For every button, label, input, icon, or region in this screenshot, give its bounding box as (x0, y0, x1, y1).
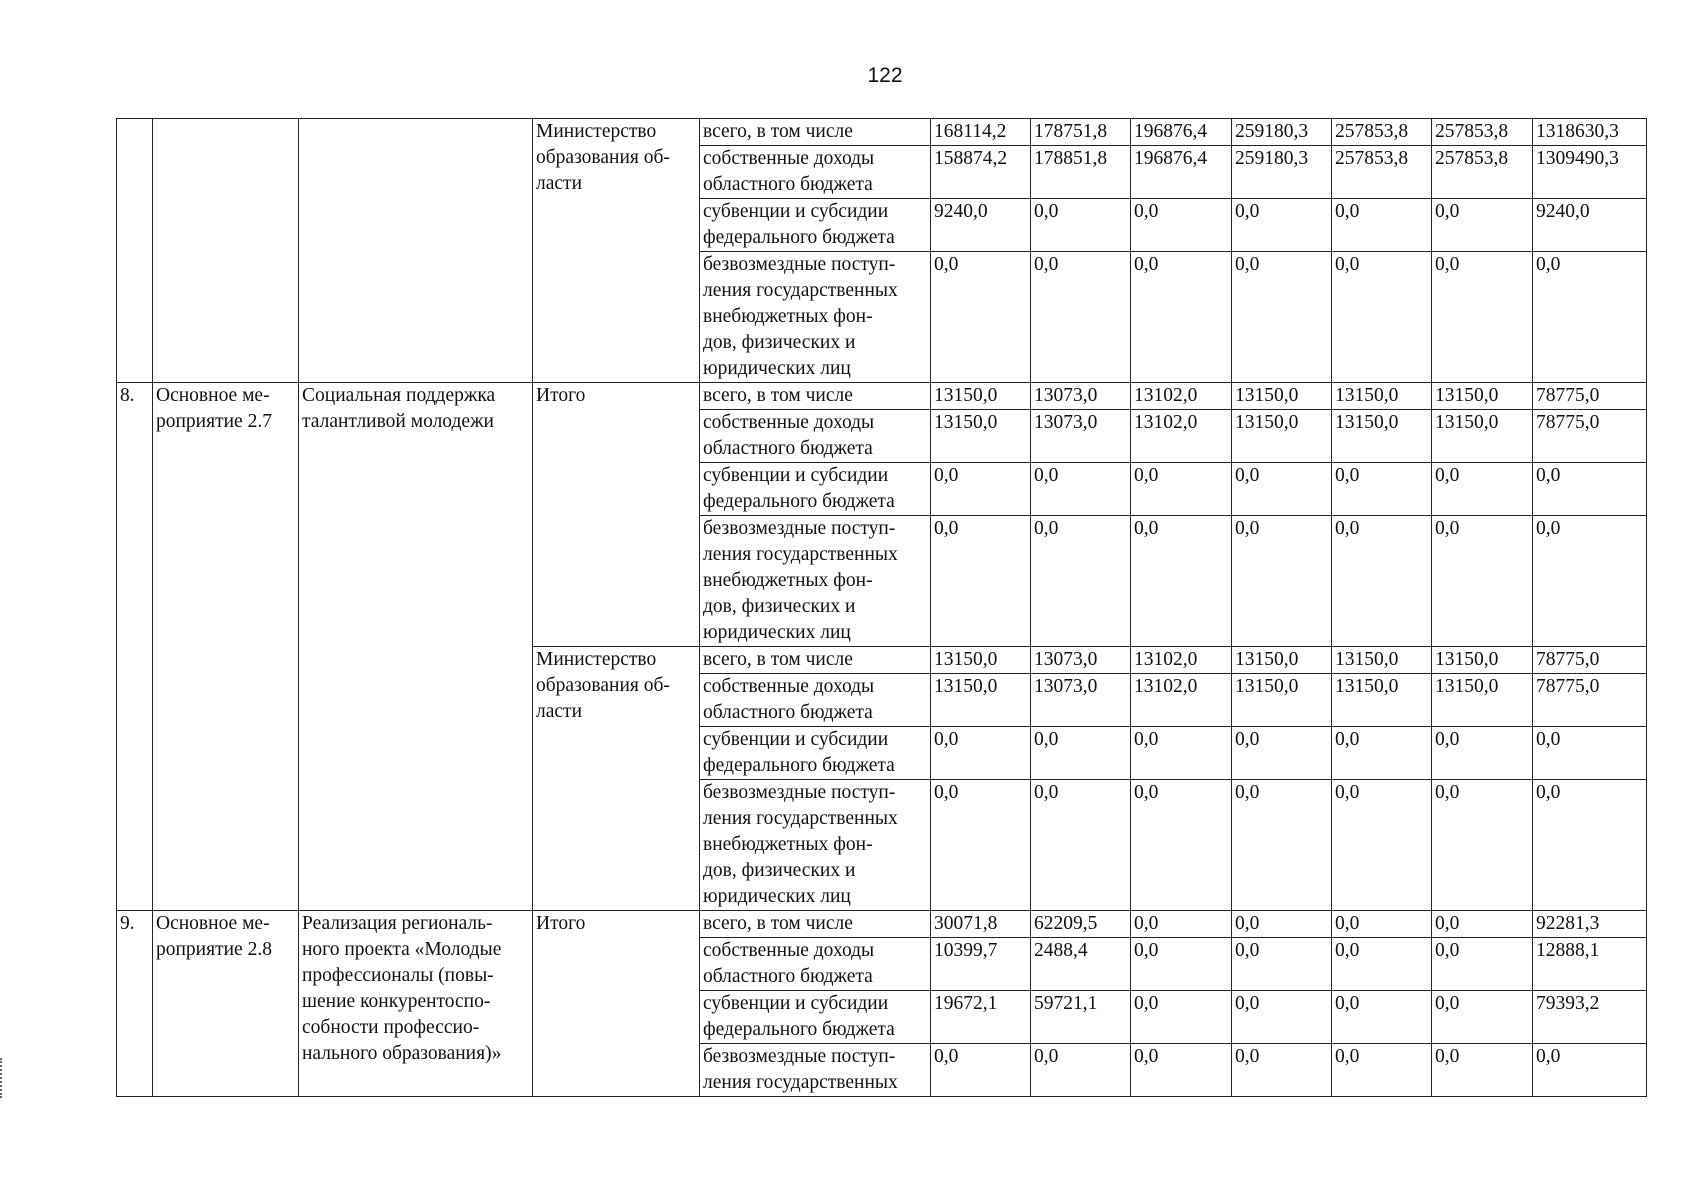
table-body (117, 119, 1647, 1097)
cell-value: 0,0 (931, 252, 1031, 383)
cell-value: 19672,1 (931, 991, 1031, 1044)
cell-value: 178751,8 (1031, 119, 1131, 146)
cell-source: собственные доходы областного бюджета (700, 674, 931, 727)
cell-value: 0,0 (1332, 252, 1432, 383)
cell-value: 78775,0 (1533, 383, 1647, 410)
cell-value: 13102,0 (1131, 383, 1232, 410)
cell-source: субвенции и субсидии федерального бюджета (700, 463, 931, 516)
cell-title: Социальная поддержка талантливой молодежи (299, 383, 533, 911)
cell-value: 1318630,3 (1533, 119, 1647, 146)
cell-value: 0,0 (1533, 780, 1647, 911)
cell-value: 0,0 (1533, 252, 1647, 383)
cell-value: 0,0 (1131, 1044, 1232, 1097)
cell-agency: Итого (533, 383, 700, 647)
cell-num: 9. (117, 911, 153, 1097)
cell-value: 13150,0 (931, 674, 1031, 727)
cell-value: 0,0 (1533, 727, 1647, 780)
cell-source: субвенции и субсидии федерального бюджета (700, 991, 931, 1044)
cell-value: 0,0 (1232, 199, 1332, 252)
cell-value: 196876,4 (1131, 146, 1232, 199)
cell-value: 0,0 (1332, 463, 1432, 516)
cell-value: 0,0 (1031, 199, 1131, 252)
cell-value: 13073,0 (1031, 383, 1131, 410)
cell-value: 13150,0 (931, 383, 1031, 410)
cell-value: 0,0 (931, 463, 1031, 516)
cell-value: 0,0 (1332, 516, 1432, 647)
table-row (117, 911, 1647, 938)
edge-marks (0, 1058, 6, 1098)
cell-value: 59721,1 (1031, 991, 1131, 1044)
cell-value: 13073,0 (1031, 647, 1131, 674)
cell-value: 0,0 (1432, 780, 1533, 911)
cell-source: собственные доходы областного бюджета (700, 410, 931, 463)
cell-value: 92281,3 (1533, 911, 1647, 938)
cell-event: Основное ме- роприятие 2.8 (153, 911, 299, 1097)
cell-value: 13150,0 (1332, 674, 1432, 727)
cell-source: собственные доходы областного бюджета (700, 146, 931, 199)
cell-value: 0,0 (1131, 938, 1232, 991)
cell-value: 168114,2 (931, 119, 1031, 146)
cell-value: 0,0 (1432, 1044, 1533, 1097)
cell-agency: Министерство образования об- ласти (533, 119, 700, 383)
cell-value: 13150,0 (1232, 383, 1332, 410)
cell-value: 0,0 (1232, 991, 1332, 1044)
cell-value: 0,0 (1131, 516, 1232, 647)
cell-value: 13150,0 (1232, 674, 1332, 727)
budget-table (116, 118, 1647, 1097)
page-number: 122 (867, 64, 903, 87)
cell-value: 0,0 (1533, 1044, 1647, 1097)
cell-title-cont (299, 119, 533, 383)
cell-value: 0,0 (1232, 516, 1332, 647)
cell-value: 12888,1 (1533, 938, 1647, 991)
cell-source: всего, в том числе (700, 647, 931, 674)
cell-source: субвенции и субсидии федерального бюджета (700, 199, 931, 252)
cell-value: 13102,0 (1131, 410, 1232, 463)
cell-value: 0,0 (1232, 252, 1332, 383)
cell-value: 0,0 (1131, 463, 1232, 516)
cell-source: безвозмездные поступ- ления государственных внебюджетных фон- дов, физических и юридических лиц (700, 252, 931, 383)
cell-value: 10399,7 (931, 938, 1031, 991)
cell-value: 0,0 (1432, 516, 1533, 647)
cell-value: 196876,4 (1131, 119, 1232, 146)
cell-agency: Итого (533, 911, 700, 1097)
cell-value: 257853,8 (1332, 119, 1432, 146)
cell-value: 0,0 (1432, 991, 1533, 1044)
cell-value: 0,0 (1131, 252, 1232, 383)
cell-value: 0,0 (1332, 991, 1432, 1044)
cell-value: 13150,0 (1332, 647, 1432, 674)
cell-value: 0,0 (1332, 727, 1432, 780)
cell-value: 0,0 (1432, 463, 1533, 516)
cell-value: 13102,0 (1131, 647, 1232, 674)
cell-value: 13150,0 (1432, 674, 1533, 727)
cell-value: 0,0 (1031, 1044, 1131, 1097)
cell-value: 13150,0 (931, 647, 1031, 674)
cell-value: 0,0 (1131, 727, 1232, 780)
cell-source: безвозмездные поступ- ления государственных внебюджетных фон- дов, физических и юридических лиц (700, 780, 931, 911)
cell-value: 2488,4 (1031, 938, 1131, 991)
cell-value: 259180,3 (1232, 146, 1332, 199)
cell-value: 0,0 (1332, 911, 1432, 938)
cell-value: 257853,8 (1432, 119, 1533, 146)
cell-value: 62209,5 (1031, 911, 1131, 938)
cell-source: безвозмездные поступ- ления государственных внебюджетных фон- дов, физических и юридических лиц (700, 516, 931, 647)
cell-value: 13150,0 (931, 410, 1031, 463)
cell-value: 0,0 (1232, 780, 1332, 911)
cell-value: 0,0 (1533, 463, 1647, 516)
cell-value: 13150,0 (1332, 383, 1432, 410)
cell-value: 78775,0 (1533, 674, 1647, 727)
cell-event: Основное ме- роприятие 2.7 (153, 383, 299, 911)
cell-value: 178851,8 (1031, 146, 1131, 199)
table-row (117, 119, 1647, 146)
cell-value: 0,0 (1031, 516, 1131, 647)
cell-value: 0,0 (1332, 1044, 1432, 1097)
cell-value: 0,0 (931, 727, 1031, 780)
cell-value: 13150,0 (1432, 410, 1533, 463)
cell-value: 30071,8 (931, 911, 1031, 938)
cell-num: 8. (117, 383, 153, 911)
cell-source: всего, в том числе (700, 119, 931, 146)
cell-value: 0,0 (1432, 938, 1533, 991)
cell-value: 0,0 (1031, 463, 1131, 516)
cell-value: 0,0 (1432, 911, 1533, 938)
cell-value: 0,0 (931, 1044, 1031, 1097)
cell-value: 0,0 (1131, 911, 1232, 938)
cell-value: 13073,0 (1031, 410, 1131, 463)
cell-value: 79393,2 (1533, 991, 1647, 1044)
cell-title: Реализация региональ- ного проекта «Молодые профессионалы (повы- шение конкурентоспо- собности профессио- нального образования)» (299, 911, 533, 1097)
cell-value: 9240,0 (931, 199, 1031, 252)
cell-value: 0,0 (1533, 516, 1647, 647)
cell-value: 13150,0 (1432, 383, 1533, 410)
cell-value: 0,0 (1031, 780, 1131, 911)
cell-value: 78775,0 (1533, 410, 1647, 463)
cell-value: 0,0 (1131, 991, 1232, 1044)
cell-value: 0,0 (1031, 252, 1131, 383)
cell-value: 257853,8 (1432, 146, 1533, 199)
cell-value: 1309490,3 (1533, 146, 1647, 199)
cell-value: 0,0 (1432, 252, 1533, 383)
cell-value: 0,0 (1232, 911, 1332, 938)
cell-source: субвенции и субсидии федерального бюджета (700, 727, 931, 780)
cell-value: 9240,0 (1533, 199, 1647, 252)
cell-value: 0,0 (1432, 727, 1533, 780)
cell-value: 13073,0 (1031, 674, 1131, 727)
cell-event-cont (153, 119, 299, 383)
cell-value: 13150,0 (1232, 647, 1332, 674)
cell-value: 0,0 (1031, 727, 1131, 780)
cell-num-cont (117, 119, 153, 383)
cell-agency: Министерство образования об- ласти (533, 647, 700, 911)
cell-source: всего, в том числе (700, 911, 931, 938)
cell-value: 0,0 (1332, 780, 1432, 911)
cell-source: собственные доходы областного бюджета (700, 938, 931, 991)
cell-value: 0,0 (1332, 199, 1432, 252)
cell-value: 257853,8 (1332, 146, 1432, 199)
cell-source: всего, в том числе (700, 383, 931, 410)
cell-value: 0,0 (1232, 1044, 1332, 1097)
cell-value: 13150,0 (1432, 647, 1533, 674)
table-row (117, 383, 1647, 410)
cell-value: 13102,0 (1131, 674, 1232, 727)
cell-value: 0,0 (1131, 199, 1232, 252)
cell-value: 0,0 (1131, 780, 1232, 911)
cell-value: 78775,0 (1533, 647, 1647, 674)
cell-source: безвозмездные поступ- ления государственных (700, 1044, 931, 1097)
cell-value: 0,0 (1432, 199, 1533, 252)
cell-value: 13150,0 (1232, 410, 1332, 463)
cell-value: 0,0 (931, 780, 1031, 911)
cell-value: 0,0 (1332, 938, 1432, 991)
cell-value: 13150,0 (1332, 410, 1432, 463)
cell-value: 0,0 (1232, 727, 1332, 780)
cell-value: 0,0 (1232, 938, 1332, 991)
cell-value: 158874,2 (931, 146, 1031, 199)
cell-value: 0,0 (931, 516, 1031, 647)
cell-value: 259180,3 (1232, 119, 1332, 146)
cell-value: 0,0 (1232, 463, 1332, 516)
